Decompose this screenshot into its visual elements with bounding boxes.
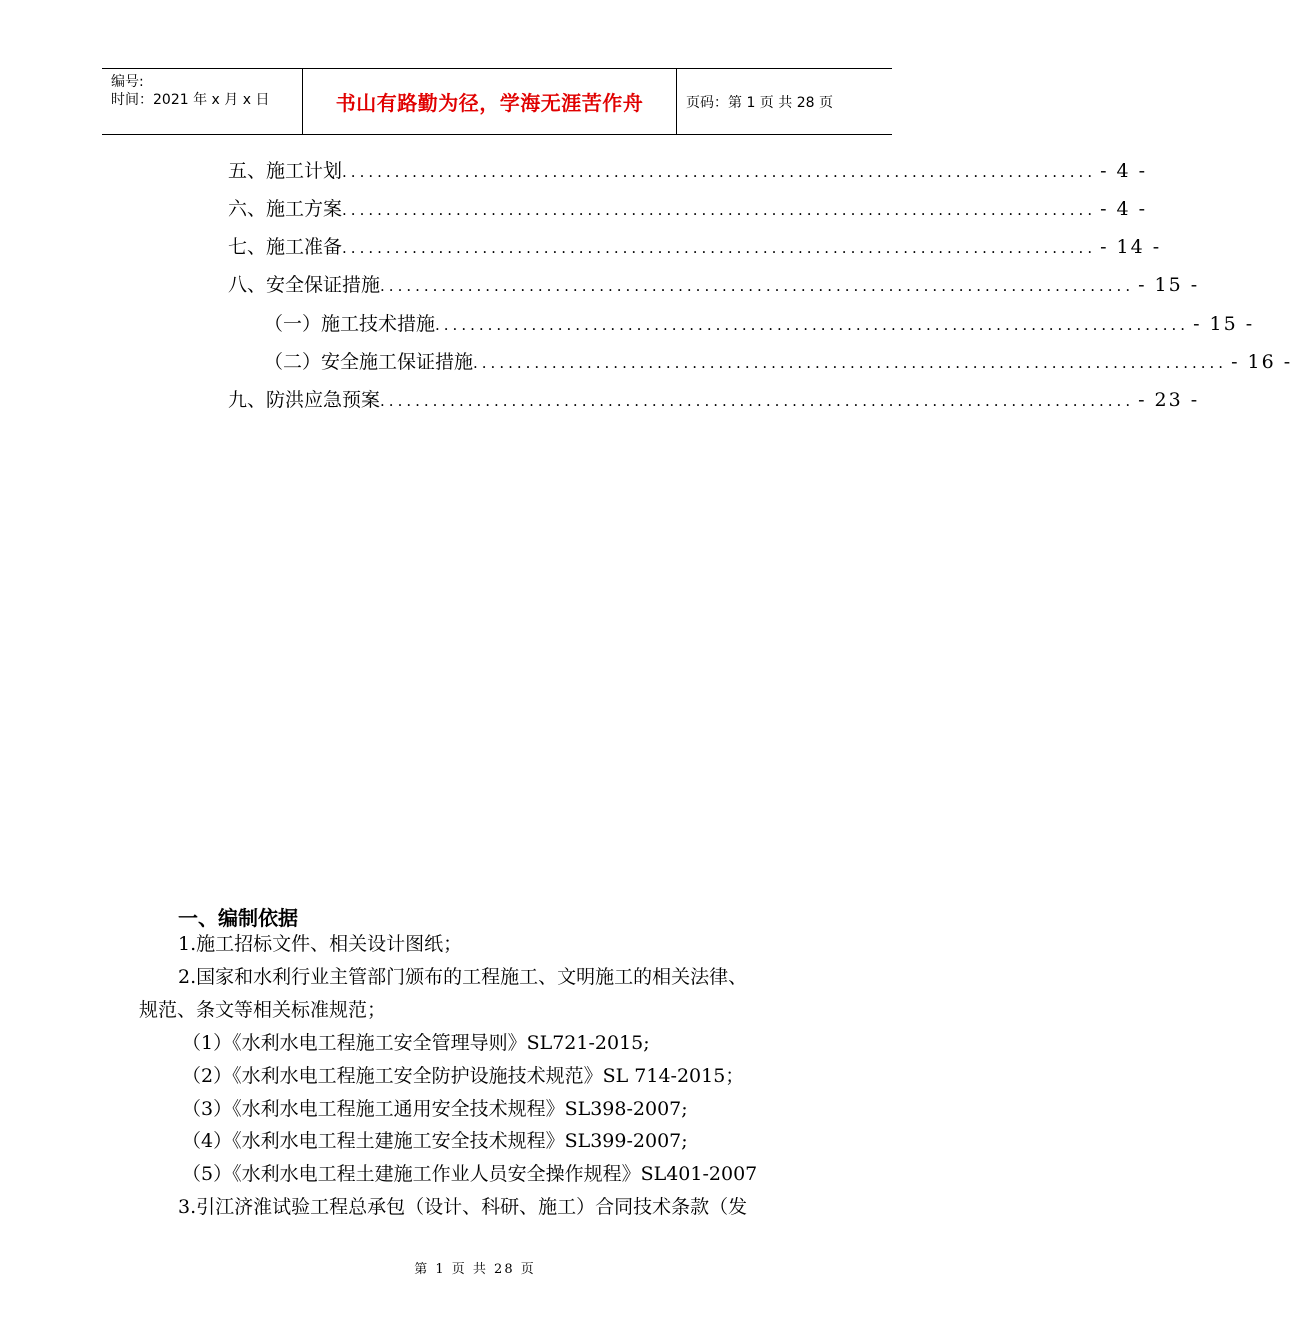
toc-title: 施工计划 bbox=[266, 160, 343, 182]
header-meta bbox=[102, 69, 303, 134]
body-paragraph: 1.施工招标文件、相关设计图纸； bbox=[178, 933, 463, 955]
body-paragraph: 3.引江济淮试验工程总承包（设计、科研、施工）合同技术条款（发 bbox=[178, 1196, 748, 1218]
toc-page-number: - 4 - bbox=[1100, 160, 1148, 182]
toc-entry[interactable] bbox=[264, 309, 1255, 341]
toc-page-number: - 14 - bbox=[1100, 236, 1162, 258]
section-heading: 一、编制依据 bbox=[178, 906, 298, 930]
toc-page-number: - 16 - bbox=[1231, 351, 1292, 373]
toc-entry[interactable] bbox=[228, 385, 1200, 417]
toc-title: 施工准备 bbox=[266, 236, 343, 258]
header-motto: 书山有路勤为径，学海无涯苦作舟 bbox=[303, 69, 677, 134]
toc-entry[interactable] bbox=[228, 232, 1162, 264]
toc-title: （二）安全施工保证措施 bbox=[264, 351, 474, 373]
toc-leader-dots: ...................................................................................... bbox=[342, 239, 1097, 257]
toc-page-number: - 4 - bbox=[1100, 198, 1148, 220]
page-footer: 第 1 页 共 28 页 bbox=[414, 1262, 536, 1277]
toc-title: （一）施工技术措施 bbox=[264, 313, 436, 335]
body-paragraph: （1）《水利水电工程施工安全管理导则》SL721-2015; bbox=[182, 1032, 650, 1054]
body-paragraph: （2）《水利水电工程施工安全防护设施技术规范》SL 714-2015； bbox=[182, 1065, 745, 1087]
toc-leader-dots: ...................................................................................... bbox=[435, 316, 1190, 334]
document-time-label: 时间：2021 年 x 月 x 日 bbox=[111, 92, 270, 108]
toc-number: 八、 bbox=[228, 274, 267, 296]
toc-title: 施工方案 bbox=[266, 198, 343, 220]
body-paragraph: 规范、条文等相关标准规范； bbox=[139, 999, 387, 1021]
header-page-info: 页码：第 1 页 共 28 页 bbox=[686, 94, 833, 111]
toc-leader-dots: ...................................................................................... bbox=[473, 354, 1228, 372]
toc-number: 六、 bbox=[228, 198, 267, 220]
body-paragraph: （3）《水利水电工程施工通用安全技术规程》SL398-2007; bbox=[182, 1098, 688, 1120]
toc-leader-dots: ...................................................................................... bbox=[380, 392, 1135, 410]
toc-entry[interactable] bbox=[228, 156, 1148, 188]
toc-page-number: - 15 - bbox=[1138, 274, 1200, 296]
toc-leader-dots: ...................................................................................... bbox=[342, 201, 1097, 219]
toc-entry[interactable] bbox=[228, 194, 1148, 226]
toc-title: 防洪应急预案 bbox=[266, 389, 381, 411]
toc-leader-dots: ...................................................................................... bbox=[380, 277, 1135, 295]
document-header bbox=[102, 68, 892, 135]
toc-title: 安全保证措施 bbox=[266, 274, 381, 296]
body-paragraph: 2.国家和水利行业主管部门颁布的工程施工、文明施工的相关法律、 bbox=[178, 966, 748, 988]
body-paragraph: （4）《水利水电工程土建施工安全技术规程》SL399-2007; bbox=[182, 1130, 688, 1152]
body-paragraph: （5）《水利水电工程土建施工作业人员安全操作规程》SL401-2007 bbox=[182, 1163, 758, 1185]
document-number-label: 编号: bbox=[111, 74, 144, 90]
toc-number: 九、 bbox=[228, 389, 267, 411]
toc-entry[interactable] bbox=[264, 347, 1292, 379]
toc-entry[interactable] bbox=[228, 270, 1200, 302]
toc-leader-dots: ...................................................................................... bbox=[342, 163, 1097, 181]
toc-page-number: - 23 - bbox=[1138, 389, 1200, 411]
toc-number: 七、 bbox=[228, 236, 267, 258]
toc-number: 五、 bbox=[228, 160, 267, 182]
toc-page-number: - 15 - bbox=[1193, 313, 1255, 335]
